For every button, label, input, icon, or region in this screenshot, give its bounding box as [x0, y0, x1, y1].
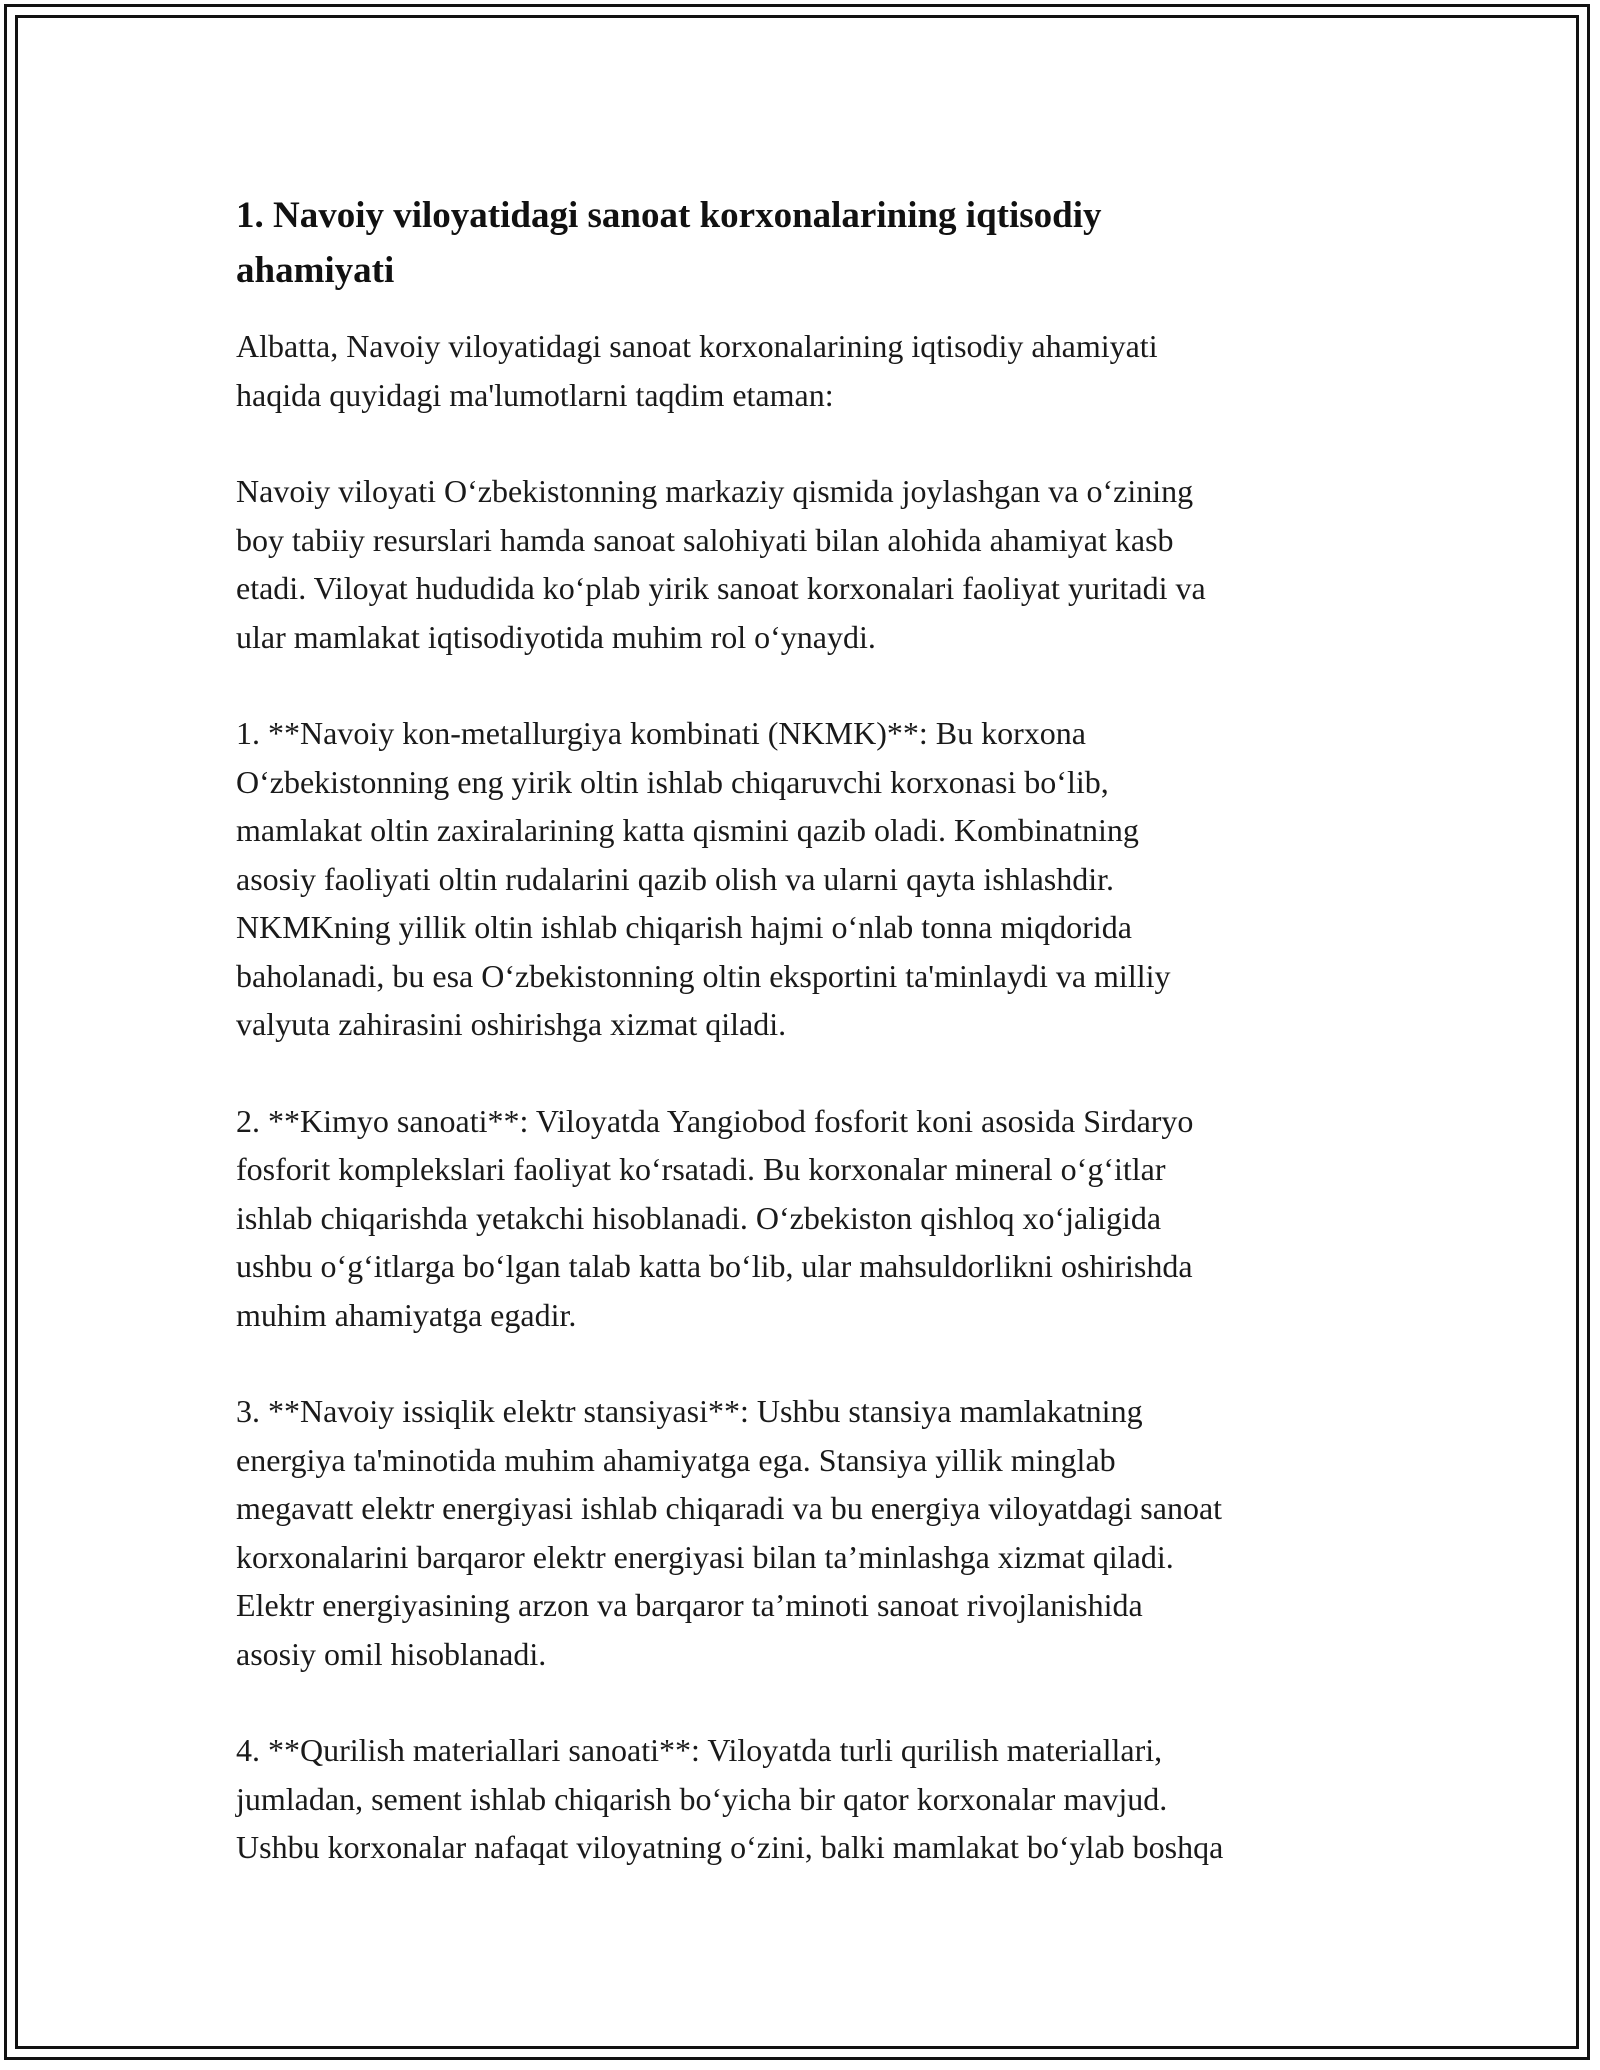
- list-item-construction-materials: 4. **Qurilish materiallari sanoati**: Viloyatda turli qurilish materiallari, jumladan, sement ishlab chiqarish bo‘yicha bir qator korxonalar mavjud. Ushbu korxonalar nafaqat viloyatning o‘zini, balki mamlakat bo‘ylab boshqa: [236, 1732, 1224, 1865]
- document-body: [236, 188, 1376, 1872]
- list-item-chemical-industry: 2. **Kimyo sanoati**: Viloyatda Yangiobod fosforit koni asosida Sirdaryo fosforit komplekslari faoliyat ko‘rsatadi. Bu korxonalar mineral o‘g‘itlar ishlab chiqarishda yetakchi hisoblanadi. O‘zbekiston qishloq xo‘jaligida ushbu o‘g‘itlarga bo‘lgan talab katta bo‘lib, ular mahsuldorlikni oshirishda muhim ahamiyatga egadir.: [236, 1102, 1194, 1333]
- paragraph-overview: Navoiy viloyati O‘zbekistonning markaziy qismida joylashgan va o‘zining boy tabiiy resurslari hamda sanoat salohiyati bilan alohida ahamiyat kasb etadi. Viloyat hududida ko‘plab yirik sanoat korxonalari faoliyat yuritadi va ular mamlakat iqtisodiyotida muhim rol o‘ynaydi.: [236, 473, 1206, 655]
- paragraph-intro: Albatta, Navoiy viloyatidagi sanoat korxonalarining iqtisodiy ahamiyati haqida quyidagi ma'lumotlarni taqdim etaman:: [236, 328, 1158, 413]
- list-item-thermal-power-station: 3. **Navoiy issiqlik elektr stansiyasi**: Ushbu stansiya mamlakatning energiya ta'minotida muhim ahamiyatga ega. Stansiya yillik minglab megavatt elektr energiyasi ishlab chiqaradi va bu energiya viloyatdagi sanoat korxonalarini barqaror elektr energiyasi bilan ta’minlashga xizmat qiladi. Elektr energiyasining arzon va barqaror ta’minoti sanoat rivojlanishida asosiy omil hisoblanadi.: [236, 1393, 1223, 1672]
- document-title: 1. Navoiy viloyatidagi sanoat korxonalarining iqtisodiy ahamiyati: [236, 195, 1102, 291]
- list-item-nkmk: 1. **Navoiy kon-metallurgiya kombinati (NKMK)**: Bu korxona O‘zbekistonning eng yirik oltin ishlab chiqaruvchi korxonasi bo‘lib, mamlakat oltin zaxiralarining katta qismini qazib oladi. Kombinatning asosiy faoliyati oltin rudalarini qazib olish va ularni qayta ishlashdir. NKMKning yillik oltin ishlab chiqarish hajmi o‘nlab tonna miqdorida baholanadi, bu esa O‘zbekistonning oltin eksportini ta'minlaydi va milliy valyuta zahirasini oshirishga xizmat qiladi.: [236, 715, 1171, 1042]
